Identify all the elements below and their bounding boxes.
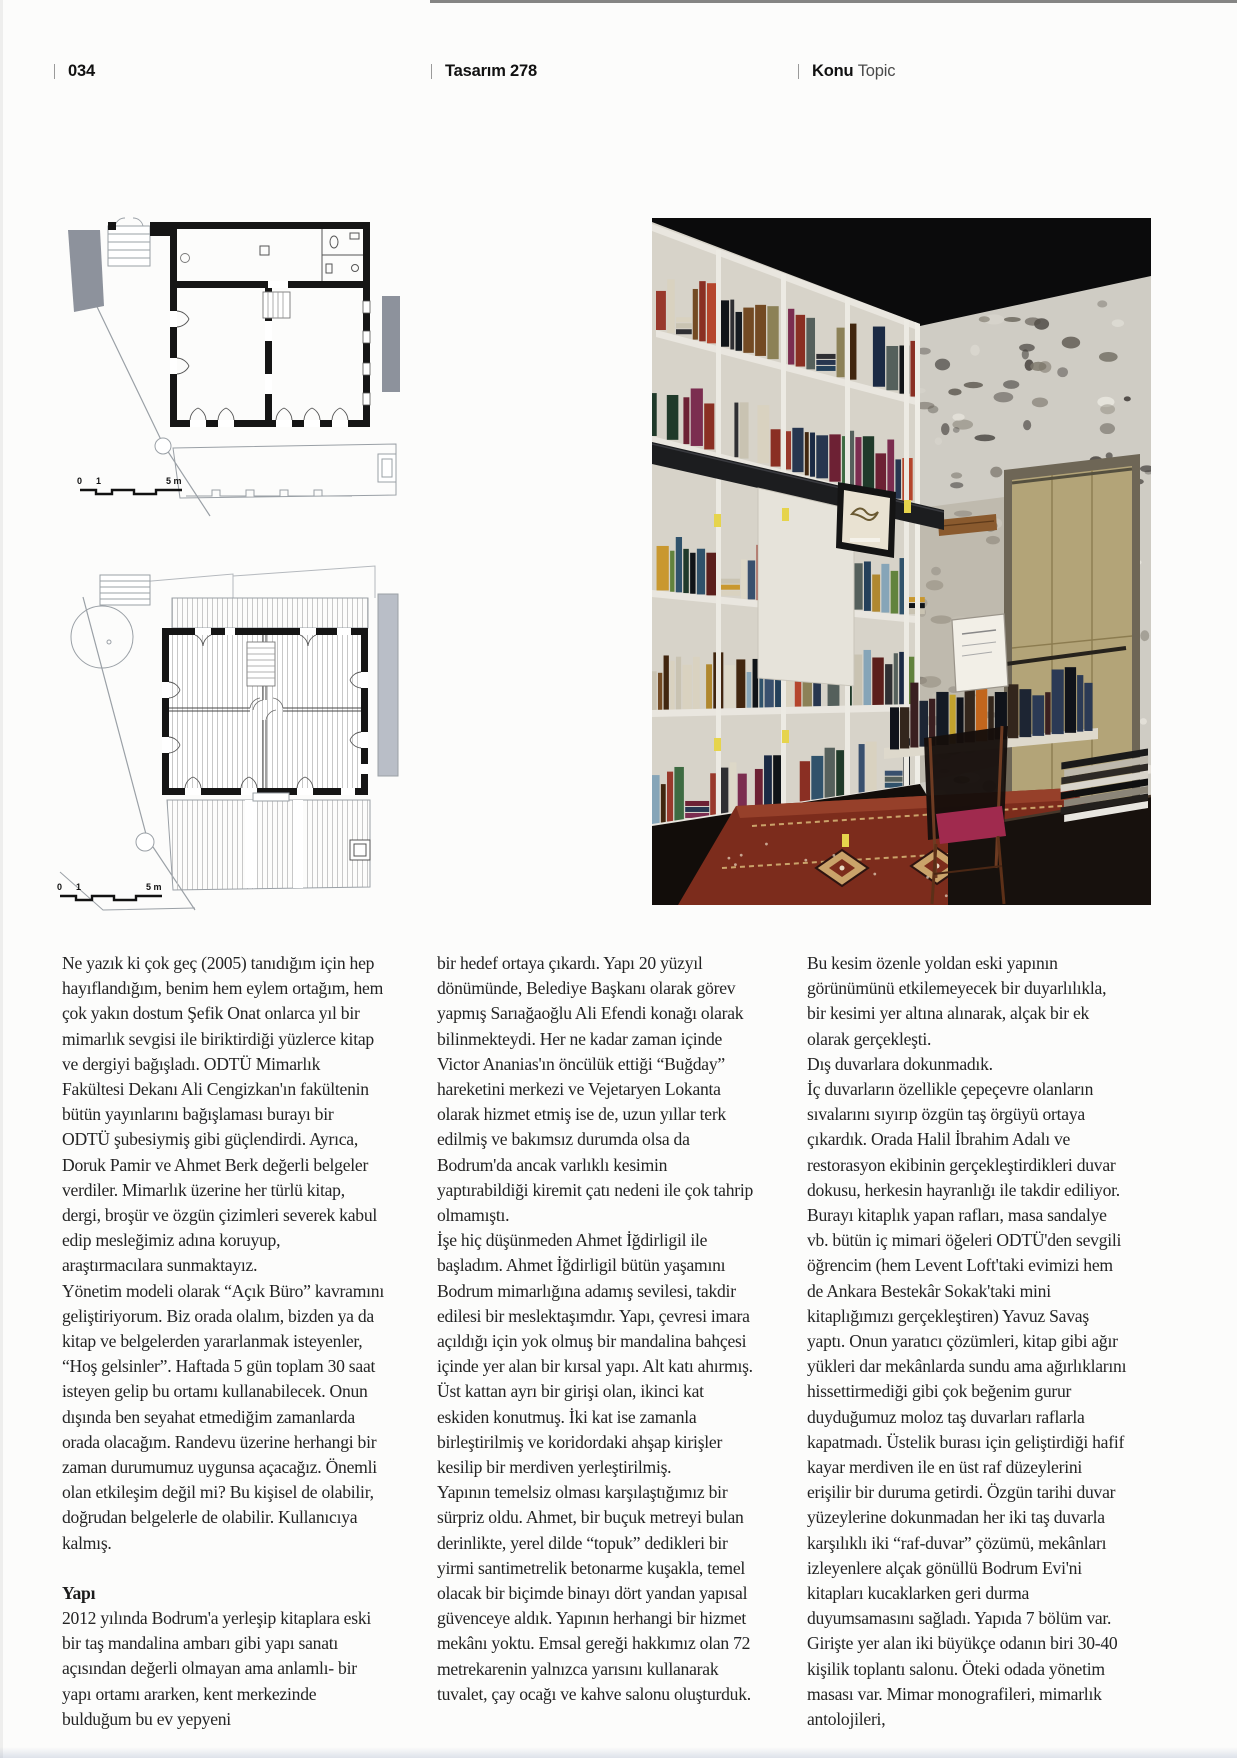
plan2-scale-0: 0	[57, 882, 63, 892]
page-number-text: 034	[68, 62, 95, 80]
plan1-scale-1: 1	[96, 476, 102, 486]
first-floor-plan-drawing	[45, 542, 400, 912]
framed-certificate	[952, 614, 1008, 692]
scan-artifact-top	[430, 0, 1237, 3]
header-divider	[431, 64, 432, 79]
scan-artifact-bottom	[0, 1747, 1237, 1758]
library-interior-photo	[652, 218, 1151, 905]
sticky-note	[782, 508, 789, 521]
issue-label-text: Tasarım 278	[445, 62, 537, 80]
paragraph: İç duvarların özellikle çepeçevre olanların sıvalarını sıyırıp özgün taş örgüyü ortaya çıkardık. Orada Halil İbrahim Adalı ve restorasyon ekibinin gerçekleştirdikleri duvar dokusu, herkesin hayranlığı ile takdir ediliyor. Burayı kitaplık yapan rafları, masa sandalye vb. bütün iç mimari öğeleri ODTÜ'den sevgili öğrencim (hem Levent Loft'taki evimizi hem de Ankara Bestekâr Sokak'taki mini kitaplığımızı gerçekleştiren) Yavuz Savaş yaptı. Onun yaratıcı çözümleri, kitap gibi ağır yükleri dar mekânlarda sundu ama ağırlıklarını hissettirmediği gibi çok beğenim gurur duyduğumuz moloz taş duvarları raflarla kapatmadı. Üstelik burası için geliştirdiği hafif kayar merdiven ile en üst raf düzeylerini erişilir bir duruma getirdi. Özgün tarihi duvar yüzeylerine dokunmadan her iki taş duvarla karşılıklı iki “raf-duvar” çözümü, mekânları izleyenlere alçak gönüllü Bodrum Evi'ni kitapları kucaklarken geri durma duyumsamasını sağladı. Yapıda 7 bölüm var. Girişte yer alan iki büyükçe odanın biri 30-40 kişilik toplantı salonu. Öteki odada yönetim masası var. Mimar monografileri, mimarlık antolojileri,	[807, 1079, 1127, 1730]
sticky-note	[782, 730, 789, 743]
sticky-note	[842, 834, 849, 847]
section-label	[812, 62, 895, 82]
section-label-en: Topic	[857, 62, 896, 80]
ground-floor-plan	[60, 196, 400, 520]
article-column-3	[807, 951, 1129, 1732]
header-divider	[54, 64, 55, 79]
sticky-note	[714, 738, 721, 751]
section-heading-yapi: Yapı	[62, 1582, 96, 1603]
framed-calligraphy	[836, 482, 896, 558]
library-photo-drawing	[652, 218, 1151, 905]
paragraph: Dış duvarlara dokunmadık.	[807, 1053, 993, 1074]
paragraph: Ne yazık ki çok geç (2005) tanıdığım için hep hayıflandığım, benim hem eylem ortağım, hem çok yakın dostum Şefik Onat onlarca yıl bir mimarlık sevgisi ile biriktirdiği yüzlerce kitap ve dergiyi bağışladı. ODTÜ Mimarlık Fakültesi Dekanı Ali Cengizkan'ın fakültenin bütün yayınlarını bağışlaması burayı bir ODTÜ şubesiymiş gibi güçlendirdi. Ayrıca, Doruk Pamir ve Ahmet Berk değerli belgeler verdiler. Mimarlık üzerine her türlü kitap, dergi, broşür ve özgün çizimleri severek kabul edip mesleğimiz adına koruyup, araştırmacılara sunmaktayız.	[62, 953, 384, 1276]
plan2-scale-1: 1	[76, 882, 82, 892]
paragraph: Bu kesim özenle yoldan eski yapının görünümünü etkilemeyecek bir duyarlılıkla, bir kesimi yer altına alınarak, alçak bir ek olarak gerçekleşti.	[807, 953, 1107, 1049]
section-label-tr: Konu	[812, 62, 854, 80]
article-column-1	[62, 951, 384, 1732]
article-column-2	[437, 951, 755, 1707]
sticky-note	[904, 500, 911, 513]
plan1-scale-0: 0	[77, 476, 83, 486]
paragraph: bir hedef ortaya çıkardı. Yapı 20 yüzyıl dönümünde, Belediye Başkanı olarak görev yapmış Sarıağaoğlu Ali Efendi konağı olarak bilinmekteydi. Her ne kadar zaman içinde Victor Ananias'ın öncülük ettiği “Buğday” hareketini merkezi ve Vejetaryen Lokanta olarak hizmet etmiş ise de, uzun yıllar terk edilmiş ve bakımsız durumda olsa da Bodrum'da ancak varlıklı kesimin yaptırabildiği kiremit çatı nedeni ile çok tahrip olmamıştı.	[437, 953, 754, 1226]
page-number	[68, 62, 95, 82]
plan1-scale-5m: 5 m	[166, 476, 182, 486]
header-divider	[798, 64, 799, 79]
paragraph: İşe hiç düşünmeden Ahmet İğdirligil ile başladım. Ahmet İğdirligil bütün yaşamını Bodrum mimarlığına adamış sevilesi, takdir edilesi bir meslektaşımdır. Yapı, çevresi imara açıldığı için yok olmuş bir mandalina bahçesi içinde yer alan bir kırsal yapı. Alt katı ahırmış. Üst kattan ayrı bir girişi olan, ikinci kat eskiden konutmuş. İki kat ise zamanla birleştirilmiş ve koridordaki ahşap kirişler kesilip bir merdiven yerleştirilmiş.	[437, 1230, 753, 1478]
first-floor-plan	[45, 542, 400, 912]
scan-artifact-left	[0, 0, 3, 1758]
paragraph: Yapının temelsiz olması karşılaştığımız bir sürpriz oldu. Ahmet, bir buçuk metreyi bulan derinlikte, yerel dilde “topuk” dedikleri bir yirmi santimetrelik betonarme kuşakla, temel olacak bir biçimde binayı dört yandan yapısal güvenceye aldık. Yapının herhangi bir hizmet mekânı yoktu. Emsal gereği hakkımız olan 72 metrekarenin yalnızca yarısını kullanarak tuvalet, çay ocağı ve kahve salonu oluşturduk.	[437, 1482, 751, 1704]
plan2-scale-5m: 5 m	[146, 882, 162, 892]
ground-floor-plan-drawing	[60, 196, 400, 520]
paragraph: 2012 yılında Bodrum'a yerleşip kitaplara eski bir taş mandalina ambarı gibi yapı sanatı açısından değerli olmayan ama anlamlı- bir yapı ortamı ararken, kent merkezinde bulduğum bu ev yepyeni	[62, 1608, 372, 1729]
sticky-note	[714, 514, 721, 527]
paragraph: Yönetim modeli olarak “Açık Büro” kavramını geliştiriyorum. Biz orada olalım, bizden ya da kitap ve belgelerden yararlanmak isteyenler, “Hoş gelsinler”. Haftada 5 gün toplam 30 saat isteyen gelip bu ortamı kullanabilecek. Onun dışında ben seyahat etmediğim zamanlarda orada olacağım. Randevu üzerine herhangi bir zaman durumumuz uygunsa açacağız. Önemli olan etkileşim değil mi? Bu kişisel de olabilir, doğrudan belgelerle de olabilir. Kullanıcıya kalmış.	[62, 1280, 384, 1553]
issue-label	[445, 62, 537, 82]
shelf-divider	[716, 250, 721, 816]
